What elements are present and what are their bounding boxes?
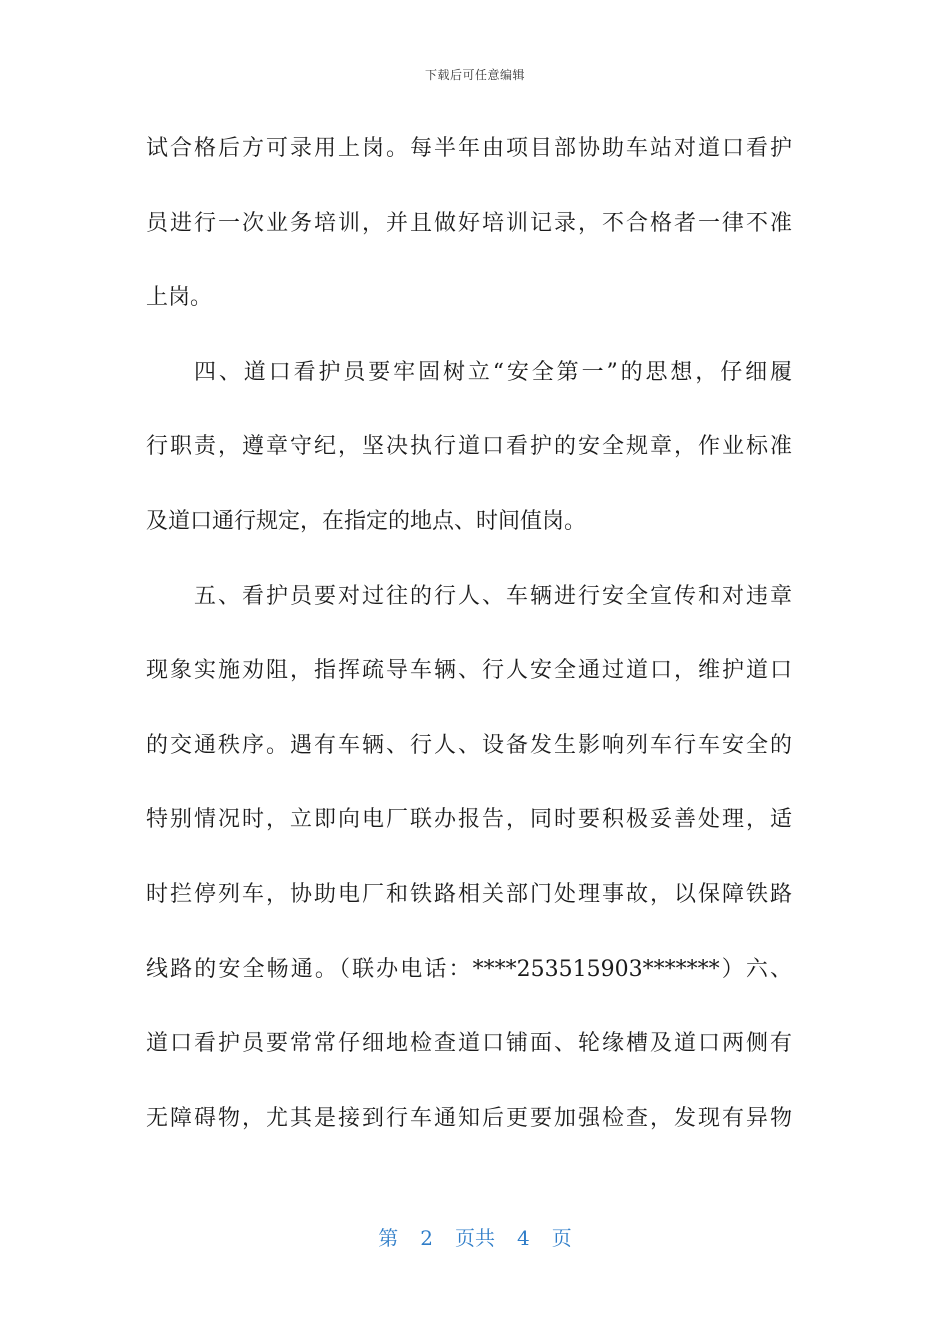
body-line: 无障碍物，尤其是接到行车通知后更要加强检查，发现有异物: [146, 1105, 792, 1131]
body-line: 行职责，遵章守纪，坚决执行道口看护的安全规章，作业标准: [146, 434, 792, 460]
footer-middle: 页共: [455, 1226, 495, 1250]
body-line: 时拦停列车，协助电厂和铁路相关部门处理事故，以保障铁路: [146, 881, 792, 907]
total-pages-number: 4: [517, 1226, 530, 1250]
body-line: 试合格后方可录用上岗。每半年由项目部协助车站对道口看护: [146, 136, 792, 161]
body-line: 上岗。: [146, 285, 213, 311]
page-number-footer: [0, 1222, 950, 1251]
body-line: 四、道口看护员要牢固树立“安全第一”的思想，仔细履: [194, 359, 792, 385]
header-note: 下载后可任意编辑: [424, 68, 525, 82]
footer-prefix: 第: [378, 1226, 399, 1250]
body-line: 员进行一次业务培训，并且做好培训记录，不合格者一律不准: [146, 210, 792, 236]
body-line: 的交通秩序。遇有车辆、行人、设备发生影响列车行车安全的: [146, 732, 792, 758]
body-line: 道口看护员要常常仔细地检查道口铺面、轮缘槽及道口两侧有: [146, 1031, 792, 1057]
body-line: 五、看护员要对过往的行人、车辆进行安全宣传和对违章: [194, 583, 792, 609]
body-line: 现象实施劝阻，指挥疏导车辆、行人安全通过道口，维护道口: [146, 658, 792, 684]
current-page-number: 2: [420, 1226, 433, 1250]
body-line: 线路的安全畅通。（联办电话：****253515903*******）六、: [146, 956, 792, 982]
document-body: [146, 112, 792, 1156]
body-line: 及道口通行规定，在指定的地点、时间值岗。: [146, 508, 587, 534]
body-line: 特别情况时，立即向电厂联办报告，同时要积极妥善处理，适: [146, 807, 792, 833]
footer-suffix: 页: [551, 1226, 572, 1250]
